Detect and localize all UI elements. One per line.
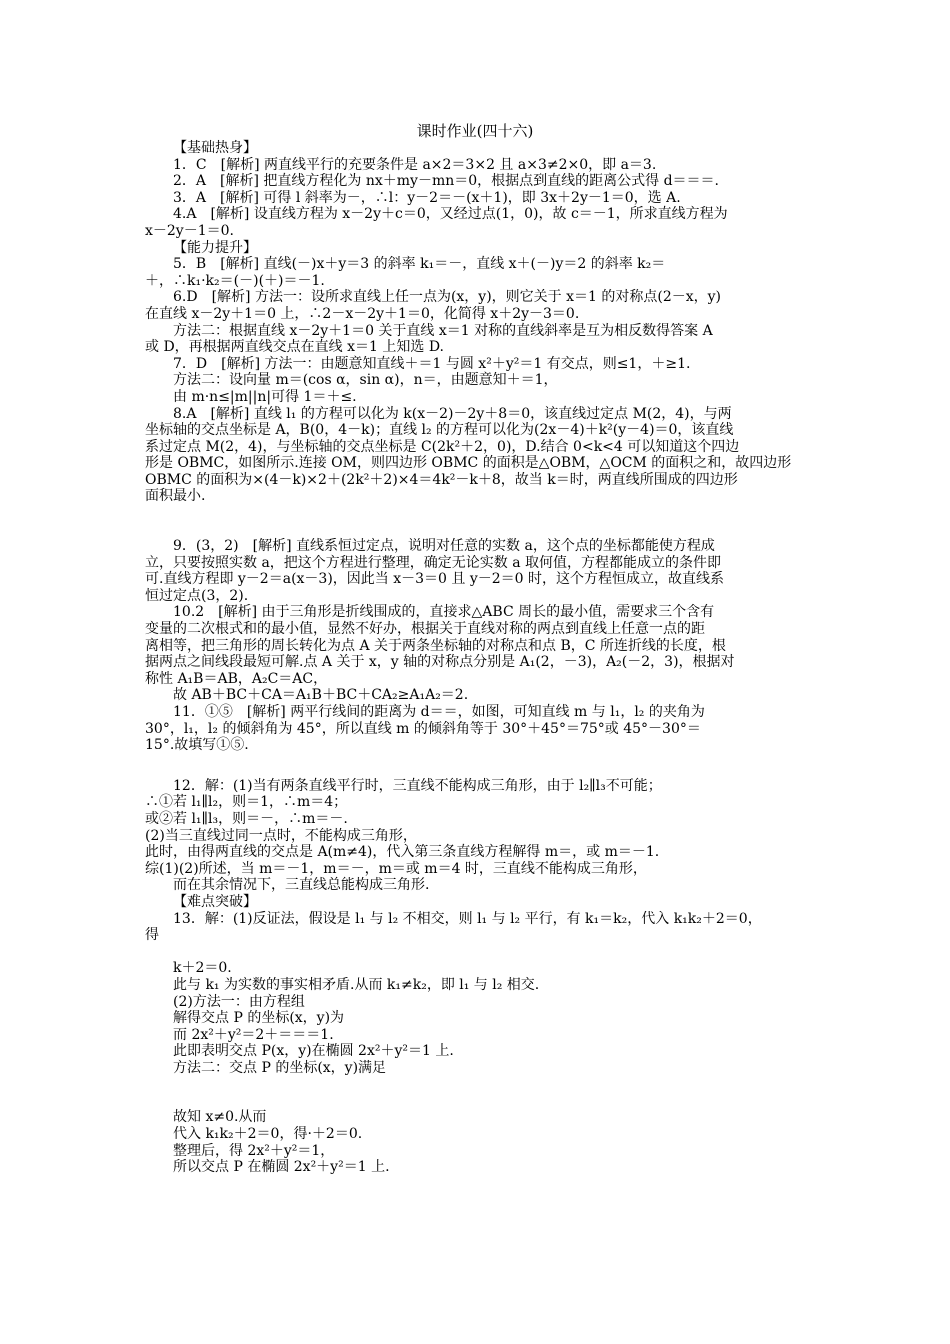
answer-7: 7．D [解析] 方法一：由题意知直线＋＝1 与圆 x²＋y²＝1 有交点，则≤1，＋≥1. (173, 355, 691, 372)
answer-7-method2-cont: 由 m·n≤|m||n|可得 1＝＋≤. (173, 388, 357, 405)
answer-6: 6.D [解析] 方法一：设所求直线上任一点为(x，y)，则它关于 x＝1 的对称点(2－x，y) (173, 289, 722, 306)
document-body (145, 140, 810, 1176)
answer-13-line-4: 此与 k₁ 为实数的事实相矛盾.从而 k₁≠k₂，即 l₁ 与 l₂ 相交. (173, 976, 540, 993)
answer-10-cont-4: 称性 A₁B＝AB，A₂C＝AC， (145, 670, 328, 687)
answer-5: 5．B [解析] 直线(－)x＋y＝3 的斜率 k₁＝－，直线 x＋(－)y＝2 的斜率 k₂＝ (173, 256, 666, 273)
answer-1: 1．C [解析] 两直线平行的充要条件是 a×2＝3×2 且 a×3≠2×0，即 a＝3. (173, 156, 657, 173)
answer-12: 12．解：(1)当有两条直线平行时，三直线不能构成三角形，由于 l₂∥l₃不可能； (173, 777, 662, 794)
answer-10-cont-2: 离相等，把三角形的周长转化为点 A 关于两条坐标轴的对称点和点 B，C 所连折线的长度，根 (145, 637, 726, 654)
answer-9-cont-1: 立，只要按照实数 a，把这个方程进行整理，确定无论实数 a 取何值，方程都能成立的条件即 (145, 554, 722, 571)
answer-9-cont-2: 可.直线方程即 y－2＝a(x－3)，因此当 x－3＝0 且 y－2＝0 时，这个方程恒成立，故直线系 (145, 571, 725, 588)
answer-12-line-4: (2)当三直线过同一点时，不能构成三角形， (145, 827, 417, 844)
answer-13-line-8: 此即表明交点 P(x，y)在椭圆 2x²＋y²＝1 上. (173, 1043, 454, 1060)
page-title: 课时作业(四十六) (416, 122, 534, 140)
answer-13-line-11: 代入 k₁k₂＋2＝0，得·＋2＝0. (173, 1126, 363, 1143)
answer-12-line-3: 或②若 l₁∥l₃，则＝－，∴m＝－. (145, 810, 348, 827)
section-heading-basic: 【基础热身】 (173, 140, 257, 156)
answer-8-cont-2: 系过定点 M(2，4)，与坐标轴的交点坐标是 C(2k²＋2，0)，D.结合 0<k<4 可以知道这个四边 (145, 438, 740, 455)
answer-13-line-5: (2)方法一：由方程组 (173, 993, 305, 1010)
answer-8-cont-1: 坐标轴的交点坐标是 A，B(0，4－k)；直线 l₂ 的方程可以化为(2x－4)＋k²(y－4)＝0，该直线 (145, 422, 734, 439)
answer-7-method2: 方法二：设向量 m＝(cos α，sin α)，n＝，由题意知＋＝1， (173, 372, 558, 389)
answer-10-cont-1: 变量的二次根式和的最小值，显然不好办，根据关于直线对称的两点到直线上任意一点的距 (145, 621, 705, 638)
section-heading-ability: 【能力提升】 (173, 239, 257, 256)
answer-13-cont: 得 (145, 927, 159, 944)
answer-10-cont-3: 据两点之间线段最短可解.点 A 关于 x，y 轴的对称点分别是 A₁(2，－3)，A₂(－2，3)，根据对 (145, 654, 735, 671)
answer-9-cont-3: 恒过定点(3，2). (145, 587, 249, 604)
answer-3: 3．A [解析] 可得 l 斜率为－，∴l：y－2＝－(x＋1)，即 3x＋2y－1＝0，选 A. (173, 189, 681, 206)
answer-8-cont-5: 面积最小. (145, 488, 206, 505)
answer-11: 11．①⑤ [解析] 两平行线间的距离为 d＝＝，如图，可知直线 m 与 l₁，l₂ 的夹角为 (173, 704, 705, 720)
answer-13: 13．解：(1)反证法，假设是 l₁ 与 l₂ 不相交，则 l₁ 与 l₂ 平行，有 k₁＝k₂，代入 k₁k₂＋2＝0， (173, 910, 762, 927)
answer-13-line-13: 所以交点 P 在椭圆 2x²＋y²＝1 上. (173, 1159, 390, 1176)
answer-13-line-7: 而 2x²＋y²＝2＋＝＝＝1. (173, 1026, 334, 1043)
answer-12-line-6: 综(1)(2)所述，当 m＝－1，m＝－，m＝或 m＝4 时，三直线不能构成三角形， (145, 860, 647, 877)
answer-6-method2: 方法二：根据直线 x－2y＋1＝0 关于直线 x＝1 对称的直线斜率是互为相反数得答案 A (173, 322, 713, 339)
answer-13-line-9: 方法二：交点 P 的坐标(x，y)满足 (173, 1059, 387, 1076)
answer-11-cont-2: 15°.故填写①⑤. (145, 737, 249, 754)
answer-9: 9．(3，2) [解析] 直线系恒过定点，说明对任意的实数 a，这个点的坐标都能使方程成 (173, 538, 715, 555)
answer-6-cont: 在直线 x－2y＋1＝0 上，∴2－x－2y＋1＝0，化简得 x＋2y－3＝0. (145, 305, 580, 322)
answer-8-cont-4: OBMC 的面积为×(4－k)×2＋(2k²＋2)×4＝4k²－k＋8，故当 k＝时，两直线所围成的四边形 (145, 471, 738, 488)
answer-6-method2-cont: 或 D，再根据两直线交点在直线 x＝1 上知选 D. (145, 339, 445, 356)
answer-13-line-10: 故知 x≠0.从而 (173, 1109, 267, 1126)
answer-13-line-6: 解得交点 P 的坐标(x，y)为 (173, 1010, 345, 1027)
answer-10-conclusion: 故 AB＋BC＋CA＝A₁B＋BC＋CA₂≥A₁A₂＝2. (173, 687, 469, 704)
section-heading-difficult: 【难点突破】 (173, 893, 257, 910)
answer-2: 2．A [解析] 把直线方程化为 nx＋my－mn＝0，根据点到直线的距离公式得 d＝＝＝. (173, 173, 719, 190)
answer-13-line-12: 整理后，得 2x²＋y²＝1， (173, 1142, 335, 1159)
answer-11-cont-1: 30°，l₁，l₂ 的倾斜角为 45°，所以直线 m 的倾斜角等于 30°＋45°＝75°或 45°－30°＝ (145, 720, 701, 737)
answer-10: 10.2 [解析] 由于三角形是折线围成的，直接求△ABC 周长的最小值，需要求三个含有 (173, 604, 715, 621)
answer-5-cont: ＋，∴k₁·k₂＝(－)(＋)＝－1. (145, 272, 325, 289)
answer-4: 4.A [解析] 设直线方程为 x－2y＋c＝0，又经过点(1，0)，故 c＝－1，所求直线方程为 (173, 206, 728, 223)
answer-8-cont-3: 形是 OBMC，如图所示.连接 OM，则四边形 OBMC 的面积是△OBM，△OCM 的面积之和，故四边形 (145, 455, 792, 472)
answer-13-line-3: k＋2＝0. (173, 960, 232, 977)
answer-12-line-2: ∴①若 l₁∥l₂，则＝1，∴m＝4； (145, 794, 348, 811)
answer-8: 8.A [解析] 直线 l₁ 的方程可以化为 k(x－2)－2y＋8＝0，该直线过定点 M(2，4)，与两 (173, 405, 732, 422)
answer-4-cont: x－2y－1＝0. (145, 222, 234, 239)
answer-12-line-7: 而在其余情况下，三直线总能构成三角形. (173, 877, 430, 894)
answer-12-line-5: 此时，由得两直线的交点是 A(m≠4)，代入第三条直线方程解得 m＝，或 m＝－1. (145, 844, 660, 861)
